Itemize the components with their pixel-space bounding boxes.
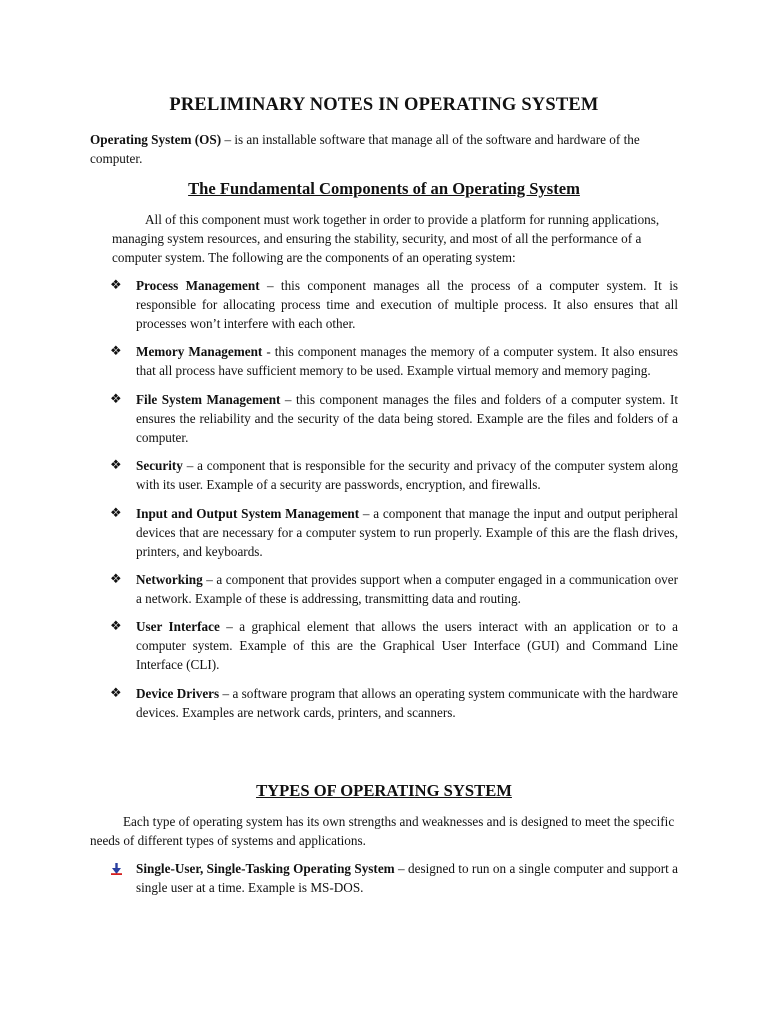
list-item-input-output-management	[90, 504, 678, 561]
component-name: Process Management	[136, 278, 260, 293]
diamond-bullet-icon: ❖	[110, 571, 122, 587]
list-item-file-system-management	[90, 390, 678, 447]
os-definition	[90, 130, 678, 168]
list-item-single-user-single-tasking	[90, 859, 678, 897]
diamond-bullet-icon: ❖	[110, 685, 122, 701]
diamond-bullet-icon: ❖	[110, 619, 122, 635]
component-description: - this component manages the memory of a computer system. It also ensures that all process have sufficient memory to be used. Example virtual memory and memory paging.	[136, 344, 678, 379]
diamond-bullet-icon: ❖	[110, 391, 122, 407]
document-title: PRELIMINARY NOTES IN OPERATING SYSTEM	[169, 95, 599, 115]
list-item-device-drivers	[90, 684, 678, 722]
section-spacer	[90, 731, 678, 779]
types-list	[90, 859, 678, 897]
diamond-bullet-icon: ❖	[110, 458, 122, 474]
component-description: – a component that manage the input and output peripheral devices that are necessary for a computer system to run properly. Example of this are the flash drives, printers, and keyboards.	[136, 505, 678, 559]
component-name: Input and Output System Management	[136, 505, 360, 521]
os-definition-term: Operating System (OS)	[90, 132, 222, 147]
components-intro: All of this component must work together in order to provide a platform for running applications, managing system resources, and ensuring the stability, security, and most of all the performance of a computer system. The following are the components of an operating system:	[112, 212, 660, 265]
list-item-security	[90, 456, 678, 494]
component-description: – this component manages the files and folders of a computer system. It ensures the reliability and the security of the data being stored. Example are the files and folders of a computer.	[136, 391, 679, 445]
type-name: Single-User, Single-Tasking Operating System	[136, 861, 395, 877]
component-name: Device Drivers	[136, 685, 220, 701]
diamond-bullet-icon: ❖	[110, 344, 122, 360]
components-list	[90, 276, 678, 722]
diamond-bullet-icon: ❖	[110, 505, 122, 521]
types-intro: Each type of operating system has its own strengths and weaknesses and is designed to meet the specific needs of different types of systems and applications.	[90, 814, 675, 849]
list-item-process-management	[90, 276, 678, 333]
component-description: – a component that is responsible for the security and privacy of the computer system along with its user. Example of a security are passwords, encryption, and firewalls.	[136, 458, 678, 493]
types-section-title: TYPES OF OPERATING SYSTEM	[256, 781, 512, 801]
component-description: – a component that provides support when a computer engaged in a communication over a network. Example of these is addressing, transmitting data and routing.	[136, 571, 678, 606]
diamond-bullet-icon: ❖	[110, 278, 122, 293]
os-definition-text: – is an installable software that manage all of the software and hardware of the computer.	[90, 132, 640, 166]
component-name: User Interface	[136, 619, 220, 635]
list-item-user-interface	[90, 617, 678, 674]
component-name: Security	[136, 458, 183, 474]
component-description: – a software program that allows an operating system communicate with the hardware devices. Examples are network cards, printers, and scanners.	[136, 685, 678, 720]
component-name: File System Management	[136, 391, 281, 407]
arrow-down-bullet-icon	[111, 863, 122, 875]
components-section-title: The Fundamental Components of an Operating System	[188, 179, 580, 198]
component-name: Memory Management	[136, 344, 263, 360]
component-description: – this component manages all the process of a computer system. It is responsible for allocating process time and execution of multiple process. It also ensures that all processes won’t interfere with each other.	[136, 278, 678, 331]
component-name: Networking	[136, 571, 203, 587]
component-description: – a graphical element that allows the users interact with an application or to a computer system. Example of this are the Graphical User Interface (GUI) and Command Line Interface (CLI).	[136, 619, 678, 673]
list-item-memory-management	[90, 342, 678, 380]
list-item-networking	[90, 570, 678, 608]
type-description: – designed to run on a single computer and support a single user at a time. Example is MS-DOS.	[136, 861, 678, 896]
